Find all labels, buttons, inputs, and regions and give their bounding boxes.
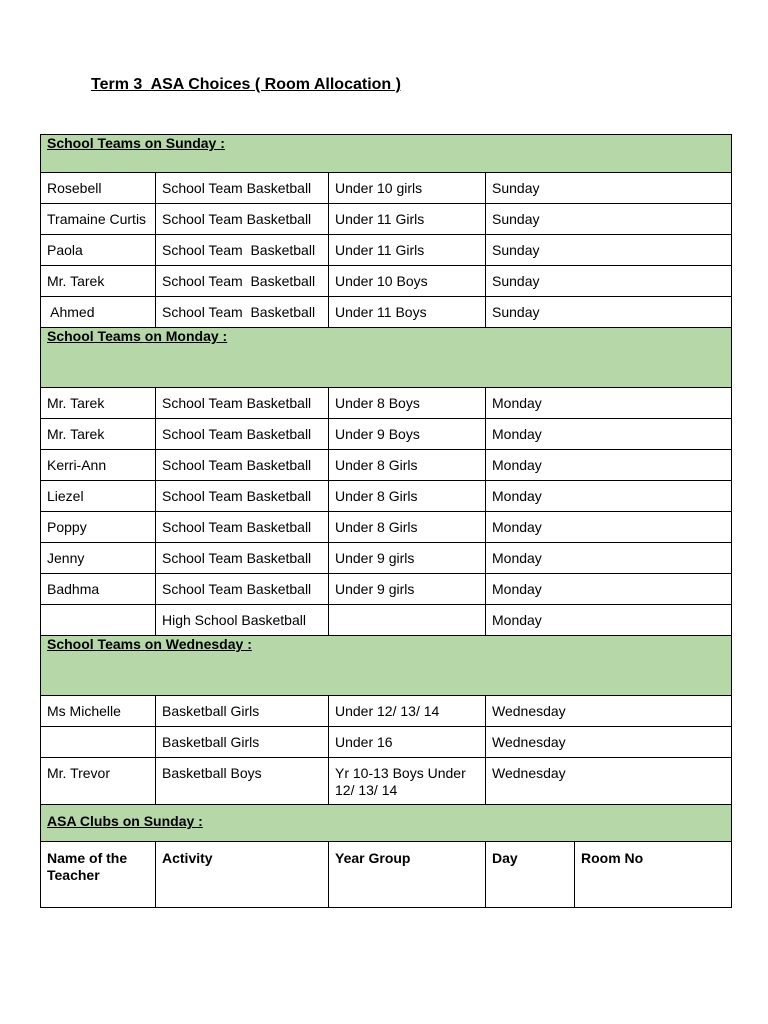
activity-cell: School Team Basketball — [156, 173, 329, 204]
activity-cell: School Team Basketball — [156, 266, 329, 297]
group-cell: Under 16 — [329, 727, 486, 758]
column-header-teacher: Name of the Teacher — [41, 842, 156, 908]
column-header-room-no: Room No — [575, 842, 732, 908]
table-row — [41, 173, 732, 204]
day-cell: Monday — [486, 605, 732, 636]
section-heading-asa-clubs-sunday: ASA Clubs on Sunday : — [41, 805, 732, 842]
day-cell: Wednesday — [486, 696, 732, 727]
day-cell: Monday — [486, 450, 732, 481]
teacher-cell: Mr. Tarek — [41, 419, 156, 450]
activity-cell: High School Basketball — [156, 605, 329, 636]
column-header-day: Day — [486, 842, 575, 908]
day-cell: Sunday — [486, 235, 732, 266]
group-cell: Under 9 girls — [329, 574, 486, 605]
table-row — [41, 758, 732, 805]
teacher-cell: Badhma — [41, 574, 156, 605]
section-header-row — [41, 135, 732, 173]
day-cell: Wednesday — [486, 758, 732, 805]
activity-cell: School Team Basketball — [156, 450, 329, 481]
day-cell: Wednesday — [486, 727, 732, 758]
section-header-row — [41, 636, 732, 696]
teacher-cell: Liezel — [41, 481, 156, 512]
activity-cell: School Team Basketball — [156, 543, 329, 574]
section-heading-monday-teams: School Teams on Monday : — [41, 328, 732, 388]
room-allocation-table — [40, 134, 732, 908]
teacher-cell — [41, 727, 156, 758]
activity-cell: School Team Basketball — [156, 574, 329, 605]
table-row — [41, 481, 732, 512]
table-row — [41, 696, 732, 727]
teacher-cell: Tramaine Curtis — [41, 204, 156, 235]
day-cell: Sunday — [486, 266, 732, 297]
document-title: Term 3 ASA Choices ( Room Allocation ) — [91, 76, 401, 93]
group-cell — [329, 605, 486, 636]
table-row — [41, 297, 732, 328]
teacher-cell — [41, 605, 156, 636]
group-cell: Under 10 Boys — [329, 266, 486, 297]
table-row — [41, 204, 732, 235]
teacher-cell: Mr. Trevor — [41, 758, 156, 805]
table-row — [41, 388, 732, 419]
group-cell: Under 9 girls — [329, 543, 486, 574]
table-row — [41, 419, 732, 450]
table-row — [41, 450, 732, 481]
teacher-cell: Poppy — [41, 512, 156, 543]
table-row — [41, 574, 732, 605]
day-cell: Monday — [486, 512, 732, 543]
activity-cell: School Team Basketball — [156, 235, 329, 266]
group-cell: Under 10 girls — [329, 173, 486, 204]
section-header-row — [41, 805, 732, 842]
activity-cell: School Team Basketball — [156, 297, 329, 328]
activity-cell: School Team Basketball — [156, 481, 329, 512]
group-cell: Under 12/ 13/ 14 — [329, 696, 486, 727]
section-heading-sunday-teams: School Teams on Sunday : — [41, 135, 732, 173]
day-cell: Sunday — [486, 204, 732, 235]
table-row — [41, 235, 732, 266]
day-cell: Sunday — [486, 297, 732, 328]
teacher-cell: Kerri-Ann — [41, 450, 156, 481]
day-cell: Monday — [486, 481, 732, 512]
group-cell: Under 11 Girls — [329, 204, 486, 235]
activity-cell: School Team Basketball — [156, 419, 329, 450]
teacher-cell: Paola — [41, 235, 156, 266]
teacher-cell: Mr. Tarek — [41, 266, 156, 297]
group-cell: Under 9 Boys — [329, 419, 486, 450]
table-row — [41, 512, 732, 543]
section-heading-wednesday-teams: School Teams on Wednesday : — [41, 636, 732, 696]
table-row — [41, 605, 732, 636]
column-header-year-group: Year Group — [329, 842, 486, 908]
group-cell: Under 8 Girls — [329, 512, 486, 543]
day-cell: Monday — [486, 574, 732, 605]
activity-cell: School Team Basketball — [156, 388, 329, 419]
group-cell: Under 8 Girls — [329, 450, 486, 481]
group-cell: Under 8 Girls — [329, 481, 486, 512]
group-cell: Under 8 Boys — [329, 388, 486, 419]
group-cell: Under 11 Boys — [329, 297, 486, 328]
day-cell: Monday — [486, 388, 732, 419]
day-cell: Monday — [486, 543, 732, 574]
column-header-row — [41, 842, 732, 908]
activity-cell: School Team Basketball — [156, 204, 329, 235]
table-row — [41, 543, 732, 574]
group-cell: Under 11 Girls — [329, 235, 486, 266]
teacher-cell: Mr. Tarek — [41, 388, 156, 419]
teacher-cell: Ahmed — [41, 297, 156, 328]
activity-cell: Basketball Boys — [156, 758, 329, 805]
teacher-cell: Rosebell — [41, 173, 156, 204]
activity-cell: Basketball Girls — [156, 696, 329, 727]
section-header-row — [41, 328, 732, 388]
activity-cell: Basketball Girls — [156, 727, 329, 758]
day-cell: Monday — [486, 419, 732, 450]
teacher-cell: Jenny — [41, 543, 156, 574]
table-row — [41, 266, 732, 297]
table-row — [41, 727, 732, 758]
column-header-activity: Activity — [156, 842, 329, 908]
teacher-cell: Ms Michelle — [41, 696, 156, 727]
group-cell: Yr 10-13 Boys Under 12/ 13/ 14 — [329, 758, 486, 805]
day-cell: Sunday — [486, 173, 732, 204]
activity-cell: School Team Basketball — [156, 512, 329, 543]
